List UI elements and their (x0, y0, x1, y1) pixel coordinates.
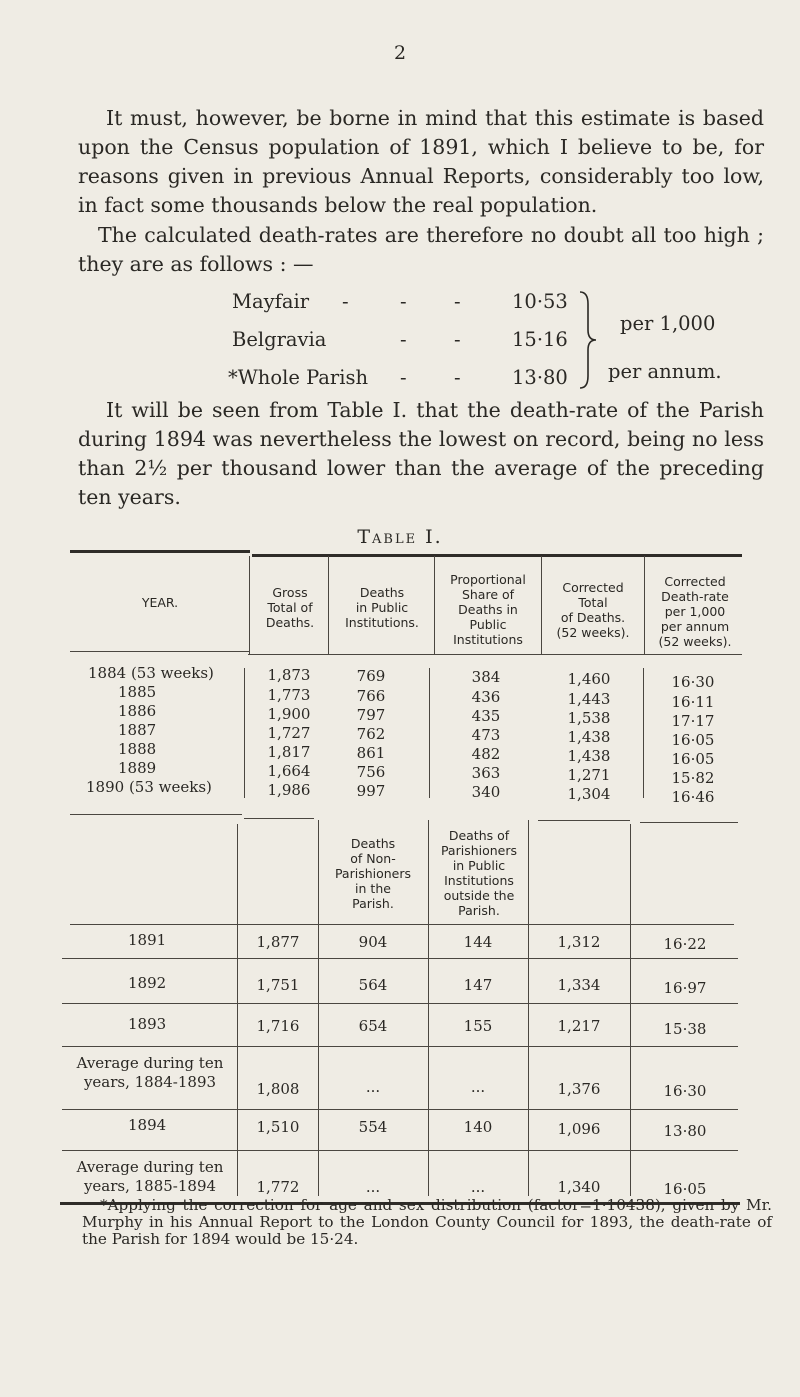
column-rule (318, 820, 319, 1196)
year-cell: 1886 (118, 702, 157, 720)
corrected-total-cell: 1,271 (567, 766, 611, 784)
corrected-rate-cell: 17·17 (671, 712, 715, 730)
corrected-rate-cell: 16·05 (671, 731, 715, 749)
corrected-rate-cell: 16·05 (663, 1180, 707, 1198)
column-rule (429, 668, 430, 798)
share-cell: 340 (471, 783, 501, 801)
share-cell: 435 (471, 707, 501, 725)
header-proportional-share (434, 572, 542, 647)
corrected-total-cell: 1,438 (567, 747, 611, 765)
header-line: per annum (660, 619, 730, 634)
header-parishioners-outside (428, 828, 530, 918)
header-line: Corrected (562, 580, 624, 595)
header-line: Gross (272, 585, 308, 600)
rate-name: Mayfair (232, 290, 310, 313)
gross-cell: 1,808 (256, 1080, 300, 1098)
table-rule (70, 550, 250, 553)
year-cell-line: years, 1885-1894 (83, 1177, 217, 1195)
header-line: Parishioners (440, 843, 518, 858)
corrected-total-cell: 1,312 (557, 933, 601, 951)
share-cell: 482 (471, 745, 501, 763)
table-rule (252, 554, 742, 557)
rate-value: 15·16 (512, 328, 568, 351)
gross-cell: 1,873 (267, 666, 311, 684)
non-parishioners-cell: ... (365, 1178, 381, 1196)
header-line: Total (578, 595, 608, 610)
corrected-total-cell: 1,438 (567, 728, 611, 746)
gross-cell: 1,751 (256, 976, 300, 994)
share-cell: 436 (471, 688, 501, 706)
table-rule (62, 1150, 738, 1151)
header-line: (52 weeks). (658, 634, 732, 649)
year-cell: 1888 (118, 740, 157, 758)
header-line: Institutions (444, 873, 514, 888)
header-line: of Deaths. (560, 610, 626, 625)
corrected-rate-cell: 15·82 (671, 769, 715, 787)
rate-name: Belgravia (232, 328, 327, 351)
public-cell: 756 (356, 763, 386, 781)
rate-value: 13·80 (512, 366, 568, 389)
gross-cell: 1,727 (267, 724, 311, 742)
header-line: Parish. (352, 896, 394, 911)
public-cell: 769 (356, 667, 386, 685)
public-cell: 797 (356, 706, 386, 724)
corrected-rate-cell: 16·11 (671, 693, 715, 711)
gross-cell: 1,986 (267, 781, 311, 799)
public-cell: 766 (356, 687, 386, 705)
column-rule (643, 668, 644, 798)
rate-dash: - (400, 290, 407, 313)
rate-dash: - (342, 290, 349, 313)
header-deaths-public (330, 585, 434, 630)
gross-cell: 1,900 (267, 705, 311, 723)
header-line: Corrected (664, 574, 726, 589)
table-rule (70, 924, 734, 925)
header-line: Institutions (453, 632, 523, 647)
public-cell: 997 (356, 782, 386, 800)
gross-cell: 1,716 (256, 1017, 300, 1035)
header-line: Death-rate (661, 589, 729, 604)
table-rule (70, 814, 242, 815)
outside-parish-cell: ... (470, 1078, 486, 1096)
header-line: Public (469, 617, 507, 632)
non-parishioners-cell: 654 (358, 1017, 388, 1035)
header-line: Deaths (359, 585, 405, 600)
corrected-rate-cell: 16·30 (671, 673, 715, 691)
rate-dash: - (454, 290, 461, 313)
column-rule (249, 556, 250, 654)
corrected-total-cell: 1,096 (557, 1120, 601, 1138)
header-line: (52 weeks). (556, 625, 630, 640)
header-line: per 1,000 (664, 604, 726, 619)
paragraph-census-caveat: It must, however, be borne in mind that this estimate is based upon the Census population of 1891, which I believe to be, for reasons given in previous Annual Reports, considerably too low, in fact some thousands below the real population. (78, 106, 764, 217)
header-line: Total of (267, 600, 313, 615)
header-line: Deaths of (448, 828, 510, 843)
public-cell: 762 (356, 725, 386, 743)
rate-dash: - (454, 328, 461, 351)
year-cell-line: Average during ten (76, 1054, 224, 1072)
outside-parish-cell: 147 (463, 976, 493, 994)
table-rule (62, 1046, 738, 1047)
column-rule (237, 824, 238, 1196)
gross-cell: 1,772 (256, 1178, 300, 1196)
corrected-total-cell: 1,340 (557, 1178, 601, 1196)
header-line: Deaths. (265, 615, 315, 630)
header-line: Parishioners (334, 866, 412, 881)
gross-cell: 1,510 (256, 1118, 300, 1136)
corrected-rate-cell: 16·30 (663, 1082, 707, 1100)
header-line: in Public (452, 858, 506, 873)
footnote: *Applying the correction for age and sex distribution (factor=1·10438), given by Mr. Murphy in his Annual Report to the London County Council for 1893, the death-rate of the Parish for 1894 would be 15·24. (82, 1196, 772, 1248)
rate-dash: - (454, 366, 461, 389)
outside-parish-cell: ... (470, 1178, 486, 1196)
corrected-rate-cell: 15·38 (663, 1020, 707, 1038)
table-rule (62, 1003, 738, 1004)
table-rule (62, 958, 738, 959)
non-parishioners-cell: 554 (358, 1118, 388, 1136)
paragraph-lowest-on-record: It will be seen from Table I. that the death-rate of the Parish during 1894 was nevertheless the lowest on record, being no less than 2½ per thousand lower than the average of the preceding ten years. (78, 398, 764, 509)
year-cell (62, 1054, 238, 1092)
corrected-rate-cell: 16·05 (671, 750, 715, 768)
header-line: Proportional (450, 572, 526, 587)
table-rule (248, 654, 742, 655)
page-number: 2 (393, 42, 407, 64)
year-cell: 1884 (53 weeks) (88, 664, 214, 682)
share-cell: 363 (471, 764, 501, 782)
table-rule (244, 818, 314, 819)
gross-cell: 1,817 (267, 743, 311, 761)
non-parishioners-cell: 564 (358, 976, 388, 994)
header-line: of Non- (350, 851, 396, 866)
gross-cell: 1,773 (267, 686, 311, 704)
rate-unit-per-annum: per annum. (608, 360, 722, 383)
header-line: Deaths in (458, 602, 518, 617)
column-rule (244, 668, 245, 798)
year-cell (62, 1158, 238, 1196)
corrected-rate-cell: 16·22 (663, 935, 707, 953)
corrected-total-cell: 1,304 (567, 785, 611, 803)
header-line: Deaths (350, 836, 396, 851)
rate-dash: - (400, 366, 407, 389)
corrected-rate-cell: 16·46 (671, 788, 715, 806)
year-cell: 1892 (128, 974, 167, 992)
corrected-total-cell: 1,443 (567, 690, 611, 708)
outside-parish-cell: 140 (463, 1118, 493, 1136)
rate-value: 10·53 (512, 290, 568, 313)
share-cell: 384 (471, 668, 501, 686)
year-cell-line: Average during ten (76, 1158, 224, 1176)
year-cell: 1887 (118, 721, 157, 739)
corrected-total-cell: 1,217 (557, 1017, 601, 1035)
year-cell: 1890 (53 weeks) (86, 778, 212, 796)
header-line: in Public (355, 600, 409, 615)
year-cell: 1885 (118, 683, 157, 701)
table-rule (70, 651, 250, 652)
corrected-total-cell: 1,376 (557, 1080, 601, 1098)
corrected-rate-cell: 16·97 (663, 979, 707, 997)
year-cell: 1891 (128, 931, 167, 949)
corrected-total-cell: 1,460 (567, 670, 611, 688)
rate-unit-per-1000: per 1,000 (620, 312, 716, 335)
non-parishioners-cell: ... (365, 1078, 381, 1096)
header-line: in the (355, 881, 391, 896)
rate-name: *Whole Parish (228, 366, 369, 389)
header-corrected-total (542, 580, 644, 640)
public-cell: 861 (356, 744, 386, 762)
share-cell: 473 (471, 726, 501, 744)
non-parishioners-cell: 904 (358, 933, 388, 951)
corrected-rate-cell: 13·80 (663, 1122, 707, 1140)
column-rule (630, 824, 631, 1196)
paragraph-rates-intro: The calculated death-rates are therefore no doubt all too high ; they are as follows : — (78, 223, 764, 276)
year-cell: 1889 (118, 759, 157, 777)
table-title: Table I. (357, 526, 443, 548)
header-non-parishioners (320, 836, 426, 911)
gross-cell: 1,664 (267, 762, 311, 780)
table-rule (62, 1109, 738, 1110)
gross-cell: 1,877 (256, 933, 300, 951)
year-cell: 1894 (128, 1116, 167, 1134)
table-rule (538, 820, 630, 821)
table-rule (640, 822, 738, 823)
header-corrected-rate (646, 574, 744, 649)
column-rule (644, 556, 645, 654)
header-line: Share of (461, 587, 515, 602)
rate-dash: - (400, 328, 407, 351)
header-line: outside the (443, 888, 515, 903)
column-rule (328, 556, 329, 654)
year-cell: 1893 (128, 1015, 167, 1033)
header-year: YEAR. (141, 595, 179, 610)
year-cell-line: years, 1884-1893 (83, 1073, 217, 1091)
outside-parish-cell: 144 (463, 933, 493, 951)
header-line: Parish. (458, 903, 500, 918)
header-line: Institutions. (345, 615, 419, 630)
header-gross-total (252, 585, 328, 630)
outside-parish-cell: 155 (463, 1017, 493, 1035)
corrected-total-cell: 1,334 (557, 976, 601, 994)
corrected-total-cell: 1,538 (567, 709, 611, 727)
